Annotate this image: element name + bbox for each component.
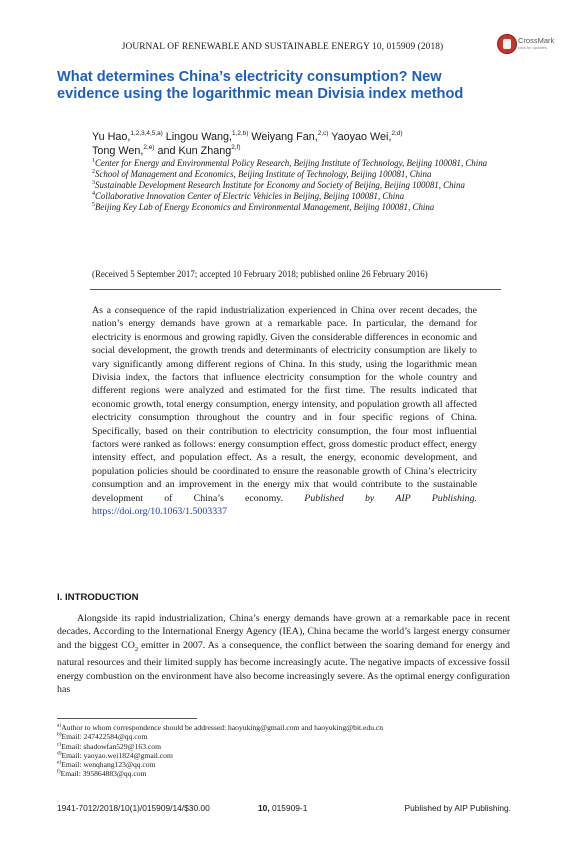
author-name: and Kun Zhang (157, 144, 232, 157)
footer-publisher: Published by AIP Publishing. (404, 803, 511, 813)
footnote-text: Email: 395864883@qq.com (60, 769, 147, 779)
abstract (92, 304, 477, 519)
author-name: Lingou Wang, (165, 131, 232, 143)
footnote-mark: a) (57, 722, 62, 729)
footnote-mark: b) (57, 731, 62, 738)
crossmark-label: CrossMark (518, 36, 555, 45)
author-affil-sup: 2,c) (317, 130, 329, 137)
footnote (57, 723, 477, 732)
author-list (92, 131, 502, 158)
affiliation (92, 180, 502, 191)
affiliation-number: 4 (92, 190, 95, 197)
footnote (57, 769, 477, 778)
author-affil-sup: 2,d) (391, 130, 403, 137)
affiliation (92, 158, 502, 169)
author-affil-sup: 1,2,3,4,5,a) (130, 130, 163, 137)
affiliation-number: 1 (92, 158, 95, 164)
footer-page-number: 015909-1 (269, 803, 308, 813)
crossmark-badge[interactable] (497, 33, 555, 55)
footnote (57, 751, 477, 760)
footer-volume: 10, (258, 803, 270, 813)
author-affil-sup: 2,e) (143, 143, 155, 151)
abstract-body: As a consequence of the rapid industrialization experienced in China over recent decades, the nation’s energy demands have grown at a remarkable pace. In particular, the demand for electricity is enormous and growing rapidly. Given the considerable differences in economic and social development, the growth trends and determinants of electricity consumption are likely to vary significantly among different regions of China. In this study, using the logarithmic mean Divisia index, the factors that influence electricity consumption for the whole country and different regions were analyzed and estimated for the first time. The results indicated that economic growth, total energy consumption, energy intensity, and population growth all affected electricity consumption throughout the country and in four specific regions of China. Specifically, based on their contribution to electricity consumption, the four most influential factors were ranked as follows: energy consumption effect, gross domestic product effect, energy intensity effect, and population effect. As a result, the energy, economic development, and population policies should be coordinated to ensure the reasonable growth of China’s electricity consumption and an improvement in the energy mix that would contribute to the sustainable development of China’s economy. (92, 305, 477, 504)
affiliation (92, 191, 502, 202)
footnote-text: Email: shadowfan529@163.com (61, 741, 161, 751)
footnote-mark: e) (57, 759, 62, 766)
affiliation (92, 169, 502, 180)
affiliation-number: 3 (92, 179, 95, 186)
affiliation-text: Beijing Key Lab of Energy Economics and Environmental Management, Beijing 100081, China (95, 201, 435, 212)
affiliation-list (92, 158, 502, 213)
affiliation-text: Sustainable Development Research Institute for Economy and Society of Beijing, Beijing 100081, China (95, 179, 465, 190)
footnote-text: Email: yaoyao.wei1824@gmail.com (61, 750, 173, 760)
section-heading: I. INTRODUCTION (57, 592, 139, 603)
footnote-mark: c) (57, 741, 62, 748)
published-by: Published by AIP Publishing. (304, 492, 477, 504)
footnote-mark: f) (57, 768, 61, 775)
intro-text: emitter in 2007. As a consequence, the conflict between the soaring demand for energy and natural resources and their limited supply has become increasingly acute. The negative impacts of excessive fossil energy combustion on the environment have also become increasingly severe. As the optimal energy configuration has (57, 639, 510, 695)
author-name: Weiyang Fan, (251, 131, 318, 143)
affiliation-text: Collaborative Innovation Center of Electric Vehicles in Beijing, Beijing 100081, China (95, 190, 405, 201)
footnotes (57, 723, 477, 779)
author-affil-sup: 1,2,b) (232, 130, 249, 137)
footnote-text: Author to whom correspondence should be addressed: haoyuking@gmail.com and haoyuking@bit.edu.cn (61, 723, 384, 732)
author-name: Yaoyao Wei, (331, 131, 392, 143)
received-dates: (Received 5 September 2017; accepted 10 February 2018; published online 26 February 2016) (92, 269, 428, 279)
paper-title: What determines China’s electricity consumption? New evidence using the logarithmic mean Divisia index method (57, 69, 464, 102)
affiliation-number: 5 (92, 201, 95, 208)
journal-header: JOURNAL OF RENEWABLE AND SUSTAINABLE ENERGY 10, 015909 (2018) (121, 42, 444, 52)
footer-page (258, 803, 307, 813)
affiliation-text: Center for Energy and Environmental Policy Research, Beijing Institute of Technology, Beijing 100081, China (95, 158, 488, 168)
crossmark-icon (497, 34, 517, 54)
footer-issn: 1941-7012/2018/10(1)/015909/14/$30.00 (57, 803, 210, 813)
footnote-divider (57, 718, 197, 719)
footnote (57, 732, 477, 741)
subscript: 2 (134, 645, 139, 653)
author-name: Tong Wen, (92, 144, 144, 157)
affiliation (92, 202, 502, 213)
footnote-text: Email: wenqhang123@qq.com (61, 760, 156, 770)
intro-paragraph (57, 612, 510, 696)
divider (90, 289, 501, 290)
author-affil-sup: 2,f) (231, 143, 241, 151)
author-name: Yu Hao, (92, 131, 131, 143)
intro-text: Alongside its rapid industrialization, China’s energy demands have grown at a remarkable pace in recent decades. According to the International Energy Agency (IEA), China became the world’s largest energy consumer and the biggest CO (57, 613, 510, 651)
crossmark-sub: click for updates (518, 45, 547, 50)
footnote (57, 742, 477, 751)
affiliation-number: 2 (92, 168, 95, 175)
affiliation-text: School of Management and Economics, Beijing Institute of Technology, Beijing 100081, China (95, 168, 432, 179)
footnote-text: Email: 247422584@qq.com (61, 732, 148, 742)
footnote-mark: d) (57, 750, 62, 757)
doi-link[interactable]: https://doi.org/10.1063/1.5003337 (92, 506, 228, 518)
